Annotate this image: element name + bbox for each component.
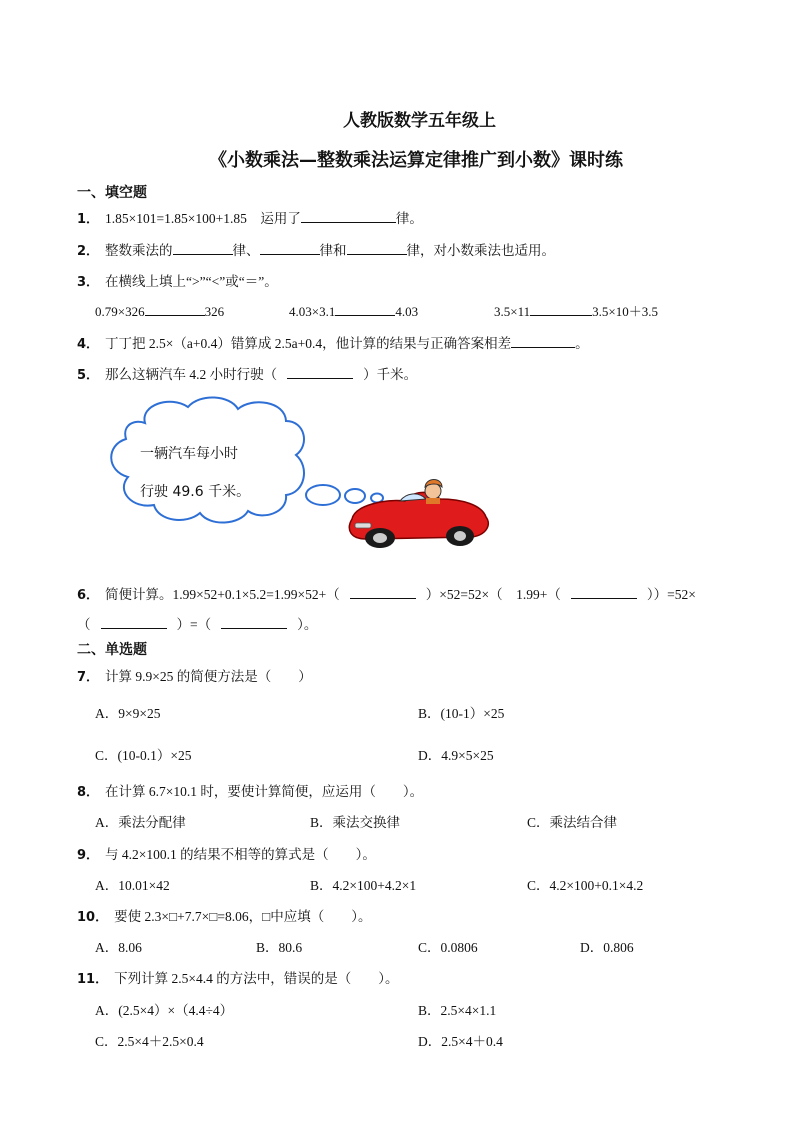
question-number: 11． [77, 972, 109, 987]
question-text: ）。 [297, 617, 318, 632]
option-b[interactable]: B．4.2×100+4.2×1 [310, 878, 417, 893]
compare-blank[interactable] [145, 301, 205, 316]
answer-blank[interactable] [287, 364, 353, 379]
compare-left: 0.79×326 [95, 304, 145, 319]
red-car-icon [349, 480, 488, 549]
question-text: （ [77, 617, 91, 632]
answer-blank[interactable] [350, 584, 416, 599]
question-8 [77, 780, 423, 800]
question-number: 2． [77, 244, 100, 259]
page-title: 人教版数学五年级上 [343, 111, 496, 131]
option-b[interactable]: B．2.5×4×1.1 [418, 1003, 497, 1018]
compare-left: 3.5×11 [494, 304, 531, 319]
question-number: 6． [77, 588, 100, 603]
answer-blank[interactable] [221, 614, 287, 629]
question-text: 与 4.2×100.1 的结果不相等的算式是（ ）。 [105, 847, 376, 862]
compare-right: 3.5×10＋3.5 [592, 304, 658, 319]
option-b[interactable]: B．80.6 [256, 940, 303, 955]
question-number: 9． [77, 848, 100, 863]
option-d[interactable]: D．0.806 [580, 940, 634, 955]
question-7 [77, 665, 312, 685]
question-text: 在横线上填上“>”“<”或“＝”。 [105, 274, 278, 289]
question-text: 简便计算。1.99×52+0.1×5.2=1.99×52+（ [105, 587, 340, 602]
question-6 [77, 583, 696, 603]
question-4 [77, 332, 589, 352]
question-text: 下列计算 2.5×4.4 的方法中，错误的是（ ）。 [114, 971, 399, 986]
question-text: 要使 2.3×□+7.7×□=8.06，□中应填（ ）。 [114, 909, 372, 924]
answer-blank[interactable] [173, 240, 233, 255]
question-text: ）=（ [176, 617, 212, 632]
option-c[interactable]: C．乘法结合律 [527, 815, 618, 830]
option-c[interactable]: C．(10-0.1）×25 [95, 748, 192, 763]
question-5 [77, 363, 417, 383]
question-text: 律和 [319, 243, 347, 258]
answer-blank[interactable] [511, 333, 575, 348]
question-number: 10． [77, 910, 109, 925]
question-number: 5． [77, 368, 100, 383]
question-2 [77, 239, 555, 259]
question-text: 整数乘法的 [105, 243, 173, 258]
question-text: 律，对小数乘法也适用。 [406, 243, 556, 258]
question-11 [77, 967, 398, 987]
compare-blank[interactable] [335, 301, 395, 316]
question-text: 计算 9.9×25 的简便方法是（ ） [105, 669, 312, 684]
answer-blank[interactable] [301, 208, 396, 223]
question-3 [77, 270, 278, 290]
question-6-cont [77, 613, 317, 633]
question-number: 4． [77, 337, 100, 352]
question-text: 丁丁把 2.5×（a+0.4）错算成 2.5a+0.4，他计算的结果与正确答案相差 [105, 336, 512, 351]
compare-right: 326 [204, 304, 225, 319]
question-text: 那么这辆汽车 4.2 小时行驶（ [105, 367, 278, 382]
bubble-dot [306, 485, 340, 505]
bubble-text-line1: 一辆汽车每小时 [140, 446, 238, 462]
compare-left: 4.03×3.1 [289, 304, 336, 319]
bubble-dot [345, 489, 365, 503]
option-c[interactable]: C．4.2×100+0.1×4.2 [527, 878, 644, 893]
compare-item-3 [494, 301, 658, 320]
bubble-text-line2: 行驶 49.6 千米。 [140, 484, 251, 500]
question-text: 在计算 6.7×10.1 时，要使计算简便，应运用（ ）。 [105, 784, 424, 799]
answer-blank[interactable] [571, 584, 637, 599]
question-tail: ）千米。 [363, 367, 418, 382]
question-10 [77, 905, 372, 925]
question-number: 1． [77, 212, 100, 227]
section-heading-choice: 二、单选题 [77, 642, 147, 658]
answer-blank[interactable] [347, 240, 407, 255]
question-tail: 。 [575, 336, 589, 351]
option-c[interactable]: C．2.5×4＋2.5×0.4 [95, 1034, 204, 1049]
section-heading-fill: 一、填空题 [77, 185, 147, 201]
question-tail: 律。 [395, 211, 423, 226]
compare-blank[interactable] [530, 301, 592, 316]
question-1 [77, 207, 423, 227]
question-number: 3． [77, 275, 100, 290]
compare-right: 4.03 [395, 304, 419, 319]
option-d[interactable]: D．2.5×4＋0.4 [418, 1034, 503, 1049]
answer-blank[interactable] [101, 614, 167, 629]
compare-item-2 [289, 301, 418, 320]
question-number: 7． [77, 670, 100, 685]
option-a[interactable]: A．(2.5×4）×（4.4÷4） [95, 1003, 234, 1018]
compare-item-1 [95, 301, 224, 320]
question-text: ））=52× [646, 587, 696, 602]
option-a[interactable]: A．8.06 [95, 940, 142, 955]
page-subtitle: 《小数乘法—整数乘法运算定律推广到小数》课时练 [209, 150, 623, 171]
question-text: 1.85×101=1.85×100+1.85 运用了 [105, 211, 301, 226]
option-c[interactable]: C．0.0806 [418, 940, 478, 955]
answer-blank[interactable] [260, 240, 320, 255]
option-b[interactable]: B．(10-1）×25 [418, 706, 505, 721]
question-9 [77, 843, 376, 863]
option-b[interactable]: B．乘法交换律 [310, 815, 401, 830]
option-d[interactable]: D．4.9×5×25 [418, 748, 494, 763]
option-a[interactable]: A．10.01×42 [95, 878, 170, 893]
question-text: 律、 [232, 243, 260, 258]
car-illustration [100, 395, 500, 565]
question-text: ）×52=52×（ 1.99+（ [425, 587, 561, 602]
question-number: 8． [77, 785, 100, 800]
option-a[interactable]: A．乘法分配律 [95, 815, 186, 830]
option-a[interactable]: A．9×9×25 [95, 706, 161, 721]
